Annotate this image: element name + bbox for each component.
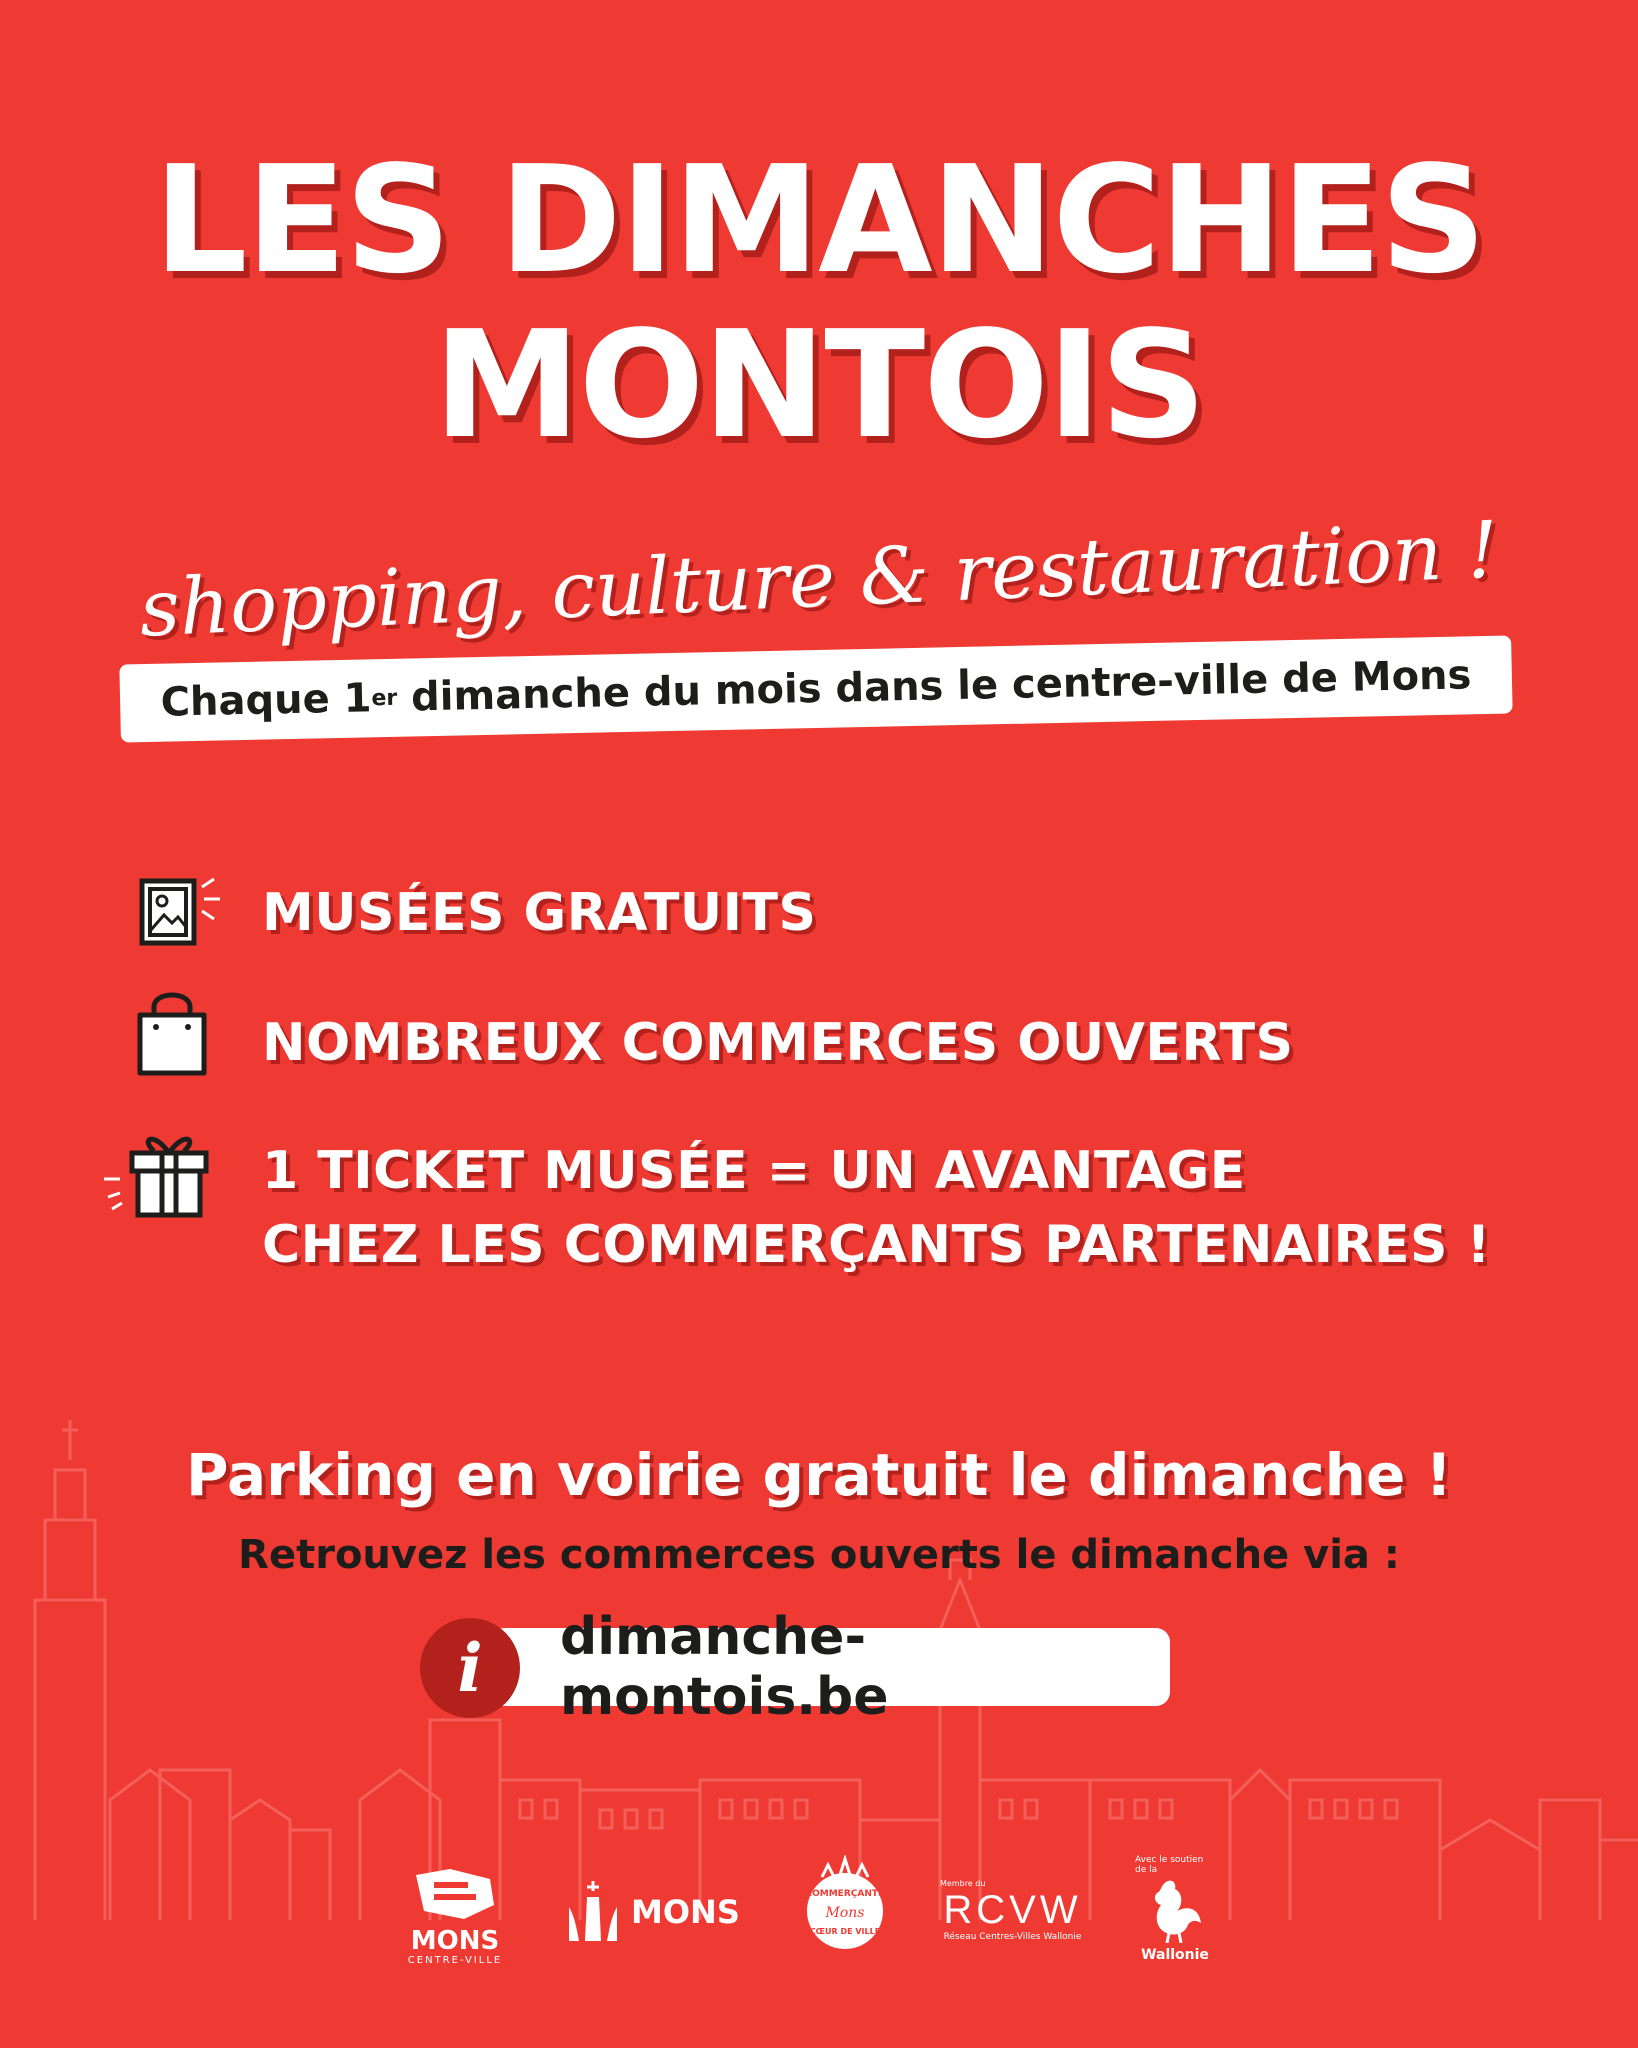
logo-rcvw <box>940 1879 1085 1942</box>
mons-centre-ville-mark-icon <box>410 1865 500 1923</box>
title-line-2: MONTOIS <box>433 299 1205 471</box>
feature-text-ticket-line-1: 1 TICKET MUSÉE = UN AVANTAGE <box>262 1141 1246 1201</box>
parking-text: Parking en voirie gratuit le dimanche ! <box>186 1441 1452 1509</box>
banner-superscript: er <box>371 685 398 711</box>
banner-text-before: Chaque 1 <box>160 675 372 726</box>
date-banner <box>119 635 1512 742</box>
logo-rcvw-sub: Réseau Centres-Villes Wallonie <box>943 1932 1082 1942</box>
partner-logos <box>0 1855 1638 1985</box>
tagline: shopping, culture & restauration ! <box>137 505 1501 655</box>
rooster-icon <box>1143 1875 1207 1943</box>
mons-tower-icon <box>565 1877 621 1947</box>
retrouvez-text: Retrouvez les commerces ouverts le dimanche via : <box>238 1532 1400 1578</box>
logo-commercants-bottom: CŒUR DE VILLE <box>809 1927 881 1936</box>
logo-wallonie <box>1135 1855 1215 1963</box>
logo-wallonie-name: Wallonie <box>1141 1947 1209 1963</box>
shopping-bag-icon <box>132 985 212 1080</box>
banner-text-after: dimanche du mois dans le centre-ville de Mons <box>396 652 1472 721</box>
logo-mons-centre-ville-name: MONS <box>410 1926 500 1956</box>
title-line-1: LES DIMANCHES <box>153 134 1485 306</box>
logo-mons <box>565 1877 745 1947</box>
logo-commercants-top: COMMERÇANTS <box>805 1889 885 1899</box>
logo-commercants-mons <box>802 1855 888 1955</box>
website-link[interactable] <box>420 1607 1190 1727</box>
logo-mons-centre-ville-sub: CENTRE-VILLE <box>407 1955 503 1966</box>
logo-commercants-mid: Mons <box>825 1905 865 1921</box>
website-url[interactable]: dimanche-montois.be <box>490 1628 1170 1706</box>
info-icon: i <box>420 1618 520 1718</box>
feature-text-museums: MUSÉES GRATUITS <box>262 883 817 943</box>
logo-mons-centre-ville <box>405 1865 505 1966</box>
gift-icon <box>100 1123 220 1223</box>
picture-icon <box>136 875 226 955</box>
logo-rcvw-tiny: Membre du <box>940 1879 986 1888</box>
feature-text-shops: NOMBREUX COMMERCES OUVERTS <box>262 1013 1294 1073</box>
logo-mons-name: MONS <box>631 1893 740 1931</box>
logo-wallonie-top: Avec le soutien de la <box>1135 1855 1204 1875</box>
logo-rcvw-name: RCVW <box>943 1888 1082 1932</box>
feature-text-ticket-line-2: CHEZ LES COMMERÇANTS PARTENAIRES ! <box>262 1215 1491 1275</box>
